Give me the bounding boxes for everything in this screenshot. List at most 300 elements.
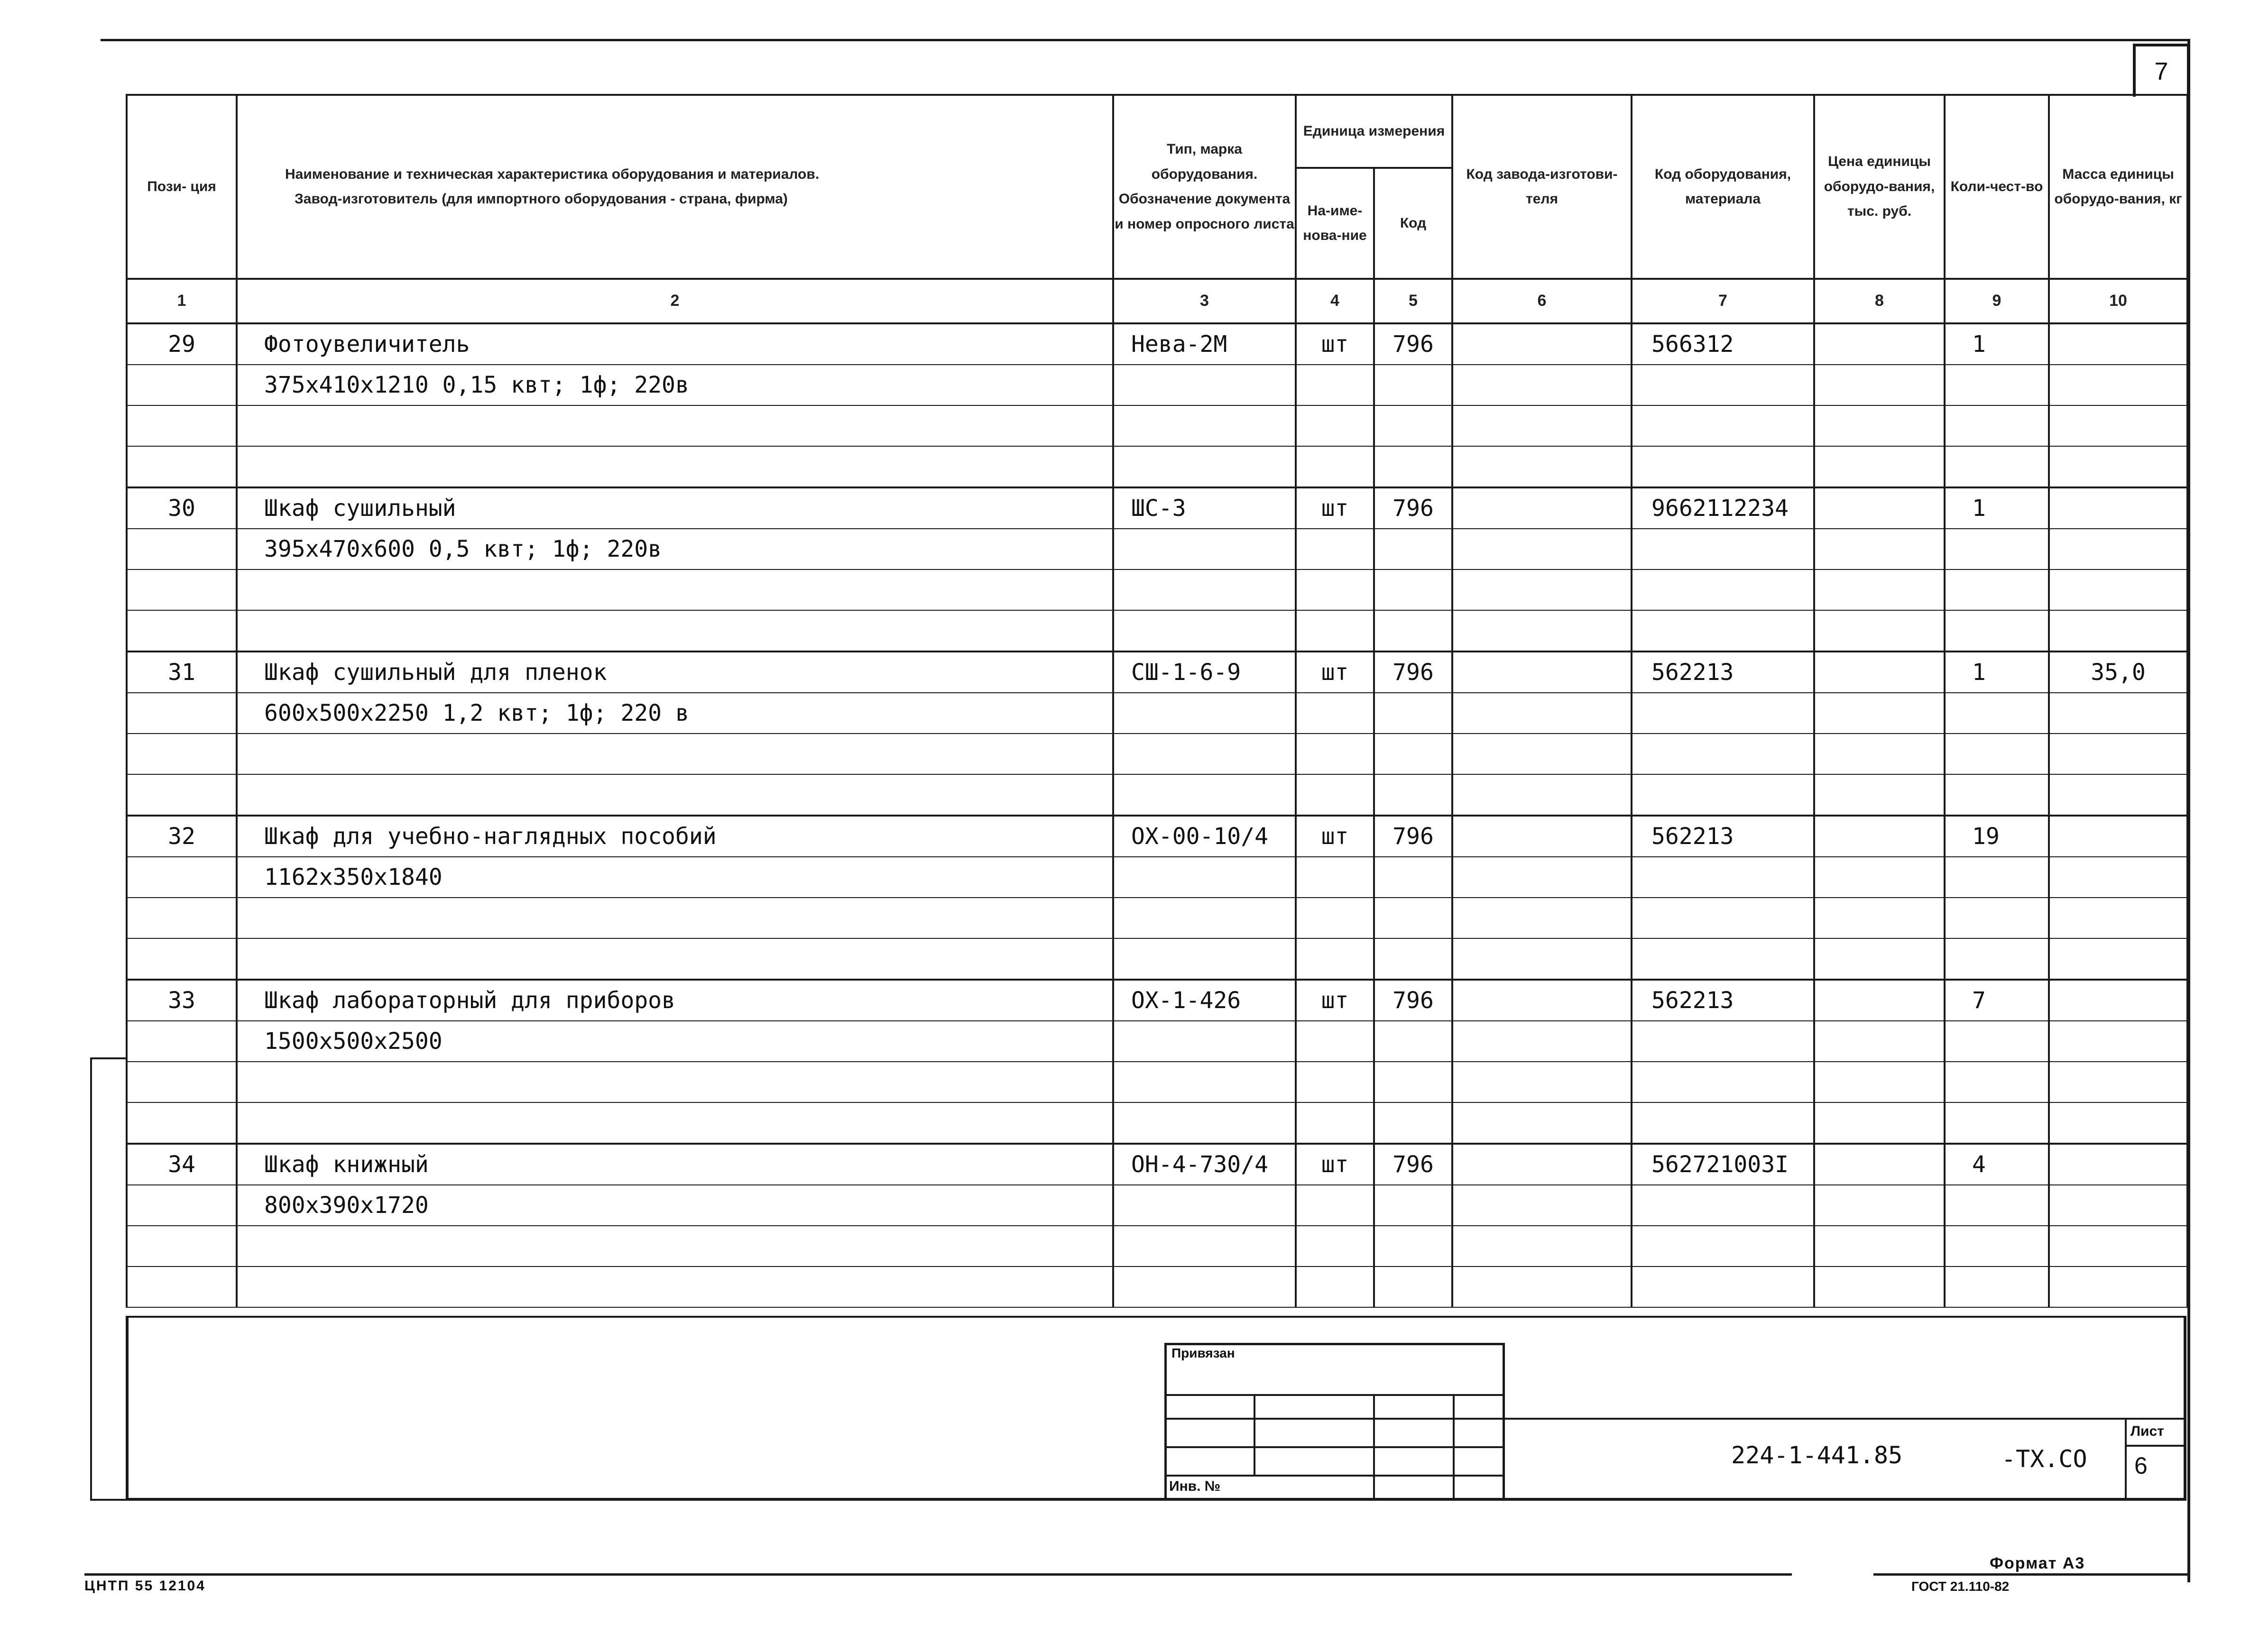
- cell-name: [237, 1226, 1113, 1267]
- cell-qty: [1945, 529, 2049, 569]
- cell-unit: [1296, 1062, 1374, 1102]
- cell-pos: 29: [127, 323, 237, 365]
- cell-mat: 562213: [1632, 980, 1814, 1021]
- cell-pos: [127, 938, 237, 980]
- cell-qty: [1945, 898, 2049, 938]
- cell-mat: [1632, 898, 1814, 938]
- cell-qty: [1945, 1062, 2049, 1102]
- table-row-continuation: [127, 1021, 2187, 1062]
- cell-mat: [1632, 774, 1814, 816]
- cell-type: [1113, 938, 1296, 980]
- cell-code: [1374, 857, 1452, 898]
- header-mass: Масса единицы оборудо-вания, кг: [2049, 95, 2187, 279]
- cell-qty: [1945, 569, 2049, 610]
- cell-name: Шкаф книжный: [237, 1144, 1113, 1185]
- cell-name: [237, 938, 1113, 980]
- cell-pos: [127, 774, 237, 816]
- cell-code: [1374, 446, 1452, 487]
- cell-pos: [127, 857, 237, 898]
- cell-unit: шт: [1296, 816, 1374, 857]
- cell-type: [1113, 610, 1296, 652]
- cell-plant: [1452, 816, 1632, 857]
- cell-mass: [2049, 857, 2187, 898]
- item-rows: [127, 323, 2187, 1307]
- cell-mat: 562213: [1632, 816, 1814, 857]
- column-number-row: [127, 279, 2187, 323]
- cell-name: Шкаф для учебно-наглядных пособий: [237, 816, 1113, 857]
- cell-pos: 30: [127, 487, 237, 529]
- cell-unit: [1296, 529, 1374, 569]
- cell-mass: [2049, 1021, 2187, 1062]
- cell-code: 796: [1374, 652, 1452, 693]
- cell-mat: [1632, 1102, 1814, 1144]
- cell-price: [1814, 323, 1945, 365]
- cell-code: [1374, 405, 1452, 446]
- cell-unit: [1296, 610, 1374, 652]
- cell-qty: 1: [1945, 323, 2049, 365]
- title-block-sheet-divider: [2125, 1418, 2127, 1501]
- cell-unit: [1296, 898, 1374, 938]
- cell-unit: [1296, 446, 1374, 487]
- table-row-continuation: [127, 693, 2187, 734]
- cell-qty: [1945, 1021, 2049, 1062]
- table-row: [127, 652, 2187, 693]
- cell-plant: [1452, 857, 1632, 898]
- cell-mass: [2049, 980, 2187, 1021]
- cell-name: [237, 898, 1113, 938]
- cell-mat: 9662112234: [1632, 487, 1814, 529]
- cell-mass: [2049, 323, 2187, 365]
- table-row: [127, 816, 2187, 857]
- cell-plant: [1452, 1144, 1632, 1185]
- cell-mat: 562721003I: [1632, 1144, 1814, 1185]
- sheet-number: 6: [2134, 1452, 2148, 1479]
- cell-pos: [127, 1185, 237, 1226]
- table-row-continuation: [127, 365, 2187, 405]
- cell-plant: [1452, 1062, 1632, 1102]
- table-row: [127, 487, 2187, 529]
- cell-type: [1113, 1102, 1296, 1144]
- cell-name: [237, 446, 1113, 487]
- cell-name: Шкаф сушильный: [237, 487, 1113, 529]
- cell-plant: [1452, 1021, 1632, 1062]
- table-row-continuation: [127, 1102, 2187, 1144]
- cell-name: 1162x350x1840: [237, 857, 1113, 898]
- cell-qty: [1945, 938, 2049, 980]
- table-row-continuation: [127, 1226, 2187, 1267]
- cell-plant: [1452, 1226, 1632, 1267]
- equipment-spec-table: [126, 94, 2188, 1308]
- cell-mass: [2049, 816, 2187, 857]
- cell-mass: [2049, 1226, 2187, 1267]
- table-row-continuation: [127, 898, 2187, 938]
- cell-name: 375x410x1210 0,15 квт; 1ф; 220в: [237, 365, 1113, 405]
- cell-price: [1814, 1267, 1945, 1307]
- cell-code: 796: [1374, 487, 1452, 529]
- cell-price: [1814, 569, 1945, 610]
- cell-pos: [127, 610, 237, 652]
- cell-unit: [1296, 1102, 1374, 1144]
- cell-name: 800x390x1720: [237, 1185, 1113, 1226]
- cell-code: [1374, 529, 1452, 569]
- colnum-6: 6: [1452, 279, 1632, 323]
- cell-type: ОХ-00-10/4: [1113, 816, 1296, 857]
- cell-unit: [1296, 1267, 1374, 1307]
- cell-mass: [2049, 774, 2187, 816]
- cell-qty: 1: [1945, 652, 2049, 693]
- cell-name: [237, 569, 1113, 610]
- header-price: Цена единицы оборудо-вания, тыс. руб.: [1814, 95, 1945, 279]
- cell-pos: 34: [127, 1144, 237, 1185]
- cell-code: [1374, 774, 1452, 816]
- cell-unit: [1296, 1185, 1374, 1226]
- cell-mat: [1632, 1185, 1814, 1226]
- cell-pos: [127, 569, 237, 610]
- cell-price: [1814, 980, 1945, 1021]
- table-row-continuation: [127, 569, 2187, 610]
- cell-code: [1374, 734, 1452, 774]
- sheet-corner-number: 7: [2133, 44, 2190, 97]
- cell-mass: [2049, 446, 2187, 487]
- binding-margin-box: [90, 1057, 126, 1501]
- cell-mass: [2049, 898, 2187, 938]
- table-row-continuation: [127, 610, 2187, 652]
- cell-qty: 7: [1945, 980, 2049, 1021]
- cell-price: [1814, 446, 1945, 487]
- cell-plant: [1452, 610, 1632, 652]
- title-block-code-line: [1505, 1418, 2186, 1420]
- cell-qty: [1945, 405, 2049, 446]
- stamp-col-2: [1373, 1394, 1375, 1501]
- cell-plant: [1452, 980, 1632, 1021]
- cell-mass: [2049, 938, 2187, 980]
- table-row: [127, 323, 2187, 365]
- cell-type: [1113, 529, 1296, 569]
- cell-plant: [1452, 323, 1632, 365]
- cell-qty: [1945, 1185, 2049, 1226]
- cell-mat: [1632, 693, 1814, 734]
- cell-price: [1814, 857, 1945, 898]
- header-name: [237, 95, 1113, 279]
- sheet-label: Лист: [2130, 1423, 2164, 1439]
- cell-plant: [1452, 734, 1632, 774]
- cell-code: 796: [1374, 323, 1452, 365]
- table-row-continuation: [127, 857, 2187, 898]
- cell-type: [1113, 734, 1296, 774]
- cell-plant: [1452, 1267, 1632, 1307]
- cell-plant: [1452, 1185, 1632, 1226]
- cell-plant: [1452, 774, 1632, 816]
- cell-mat: [1632, 857, 1814, 898]
- cell-mass: [2049, 1102, 2187, 1144]
- frame-bottom-line-right: [1873, 1573, 2190, 1576]
- cell-plant: [1452, 652, 1632, 693]
- cell-mass: [2049, 365, 2187, 405]
- colnum-2: 2: [237, 279, 1113, 323]
- cell-qty: [1945, 610, 2049, 652]
- footer-standard: ГОСТ 21.110-82: [1911, 1579, 2010, 1594]
- colnum-9: 9: [1945, 279, 2049, 323]
- cell-name: 1500x500x2500: [237, 1021, 1113, 1062]
- table-row-continuation: [127, 405, 2187, 446]
- cell-type: [1113, 774, 1296, 816]
- cell-price: [1814, 1021, 1945, 1062]
- cell-pos: [127, 1102, 237, 1144]
- cell-price: [1814, 405, 1945, 446]
- title-block: [126, 1316, 2186, 1501]
- cell-name: Шкаф лабораторный для приборов: [237, 980, 1113, 1021]
- cell-type: Нева-2М: [1113, 323, 1296, 365]
- cell-unit: [1296, 938, 1374, 980]
- cell-qty: [1945, 365, 2049, 405]
- cell-mass: [2049, 610, 2187, 652]
- cell-type: [1113, 1185, 1296, 1226]
- cell-plant: [1452, 365, 1632, 405]
- document-suffix: -ТХ.СО: [2001, 1445, 2087, 1473]
- cell-pos: 33: [127, 980, 237, 1021]
- cell-qty: [1945, 446, 2049, 487]
- cell-plant: [1452, 898, 1632, 938]
- cell-mass: 35,0: [2049, 652, 2187, 693]
- header-type: Тип, марка оборудования. Обозначение документа и номер опросного листа: [1113, 95, 1296, 279]
- cell-qty: [1945, 1267, 2049, 1307]
- document-code: 224-1-441.85: [1731, 1441, 1903, 1469]
- cell-pos: [127, 1062, 237, 1102]
- cell-mass: [2049, 1267, 2187, 1307]
- paper-format-label: Формат А3: [1990, 1554, 2085, 1572]
- inventory-number-label: Инв. №: [1169, 1478, 1221, 1494]
- header-position: Пози- ция: [127, 95, 237, 279]
- cell-code: [1374, 1062, 1452, 1102]
- cell-type: ШС-3: [1113, 487, 1296, 529]
- cell-unit: [1296, 734, 1374, 774]
- cell-price: [1814, 1144, 1945, 1185]
- cell-code: [1374, 569, 1452, 610]
- cell-plant: [1452, 569, 1632, 610]
- cell-unit: [1296, 693, 1374, 734]
- cell-mat: [1632, 938, 1814, 980]
- colnum-7: 7: [1632, 279, 1814, 323]
- cell-qty: 19: [1945, 816, 2049, 857]
- table-row-continuation: [127, 1185, 2187, 1226]
- frame-bottom-line-left: [84, 1573, 1792, 1576]
- cell-mass: [2049, 693, 2187, 734]
- cell-pos: [127, 529, 237, 569]
- table-row: [127, 1144, 2187, 1185]
- cell-type: [1113, 693, 1296, 734]
- header-plant-code: Код завода-изготови-теля: [1452, 95, 1632, 279]
- cell-mat: [1632, 1021, 1814, 1062]
- cell-type: [1113, 898, 1296, 938]
- cell-type: [1113, 405, 1296, 446]
- cell-mat: [1632, 1267, 1814, 1307]
- cell-mat: [1632, 446, 1814, 487]
- cell-price: [1814, 1102, 1945, 1144]
- table-row-continuation: [127, 446, 2187, 487]
- colnum-3: 3: [1113, 279, 1296, 323]
- cell-mass: [2049, 734, 2187, 774]
- stamp-col-3: [1453, 1394, 1455, 1501]
- cell-mat: [1632, 734, 1814, 774]
- cell-mat: [1632, 365, 1814, 405]
- cell-code: [1374, 1185, 1452, 1226]
- cell-mat: [1632, 569, 1814, 610]
- table-row-continuation: [127, 774, 2187, 816]
- colnum-5: 5: [1374, 279, 1452, 323]
- cell-qty: [1945, 693, 2049, 734]
- cell-type: ОХ-1-426: [1113, 980, 1296, 1021]
- cell-type: [1113, 569, 1296, 610]
- cell-name: [237, 405, 1113, 446]
- cell-mat: 562213: [1632, 652, 1814, 693]
- header-name-line2: Завод-изготовитель (для импортного оборудования - страна, фирма): [295, 191, 788, 207]
- table-row-continuation: [127, 1062, 2187, 1102]
- cell-pos: [127, 1267, 237, 1307]
- header-unit-name: На-име-нова-ние: [1296, 168, 1374, 279]
- header-row-top: [127, 95, 2187, 168]
- cell-code: 796: [1374, 816, 1452, 857]
- cell-code: [1374, 898, 1452, 938]
- table-row-continuation: [127, 1267, 2187, 1307]
- table-row-continuation: [127, 529, 2187, 569]
- cell-type: [1113, 365, 1296, 405]
- cell-unit: [1296, 774, 1374, 816]
- cell-unit: [1296, 405, 1374, 446]
- cell-code: [1374, 938, 1452, 980]
- cell-unit: шт: [1296, 1144, 1374, 1185]
- cell-mat: [1632, 610, 1814, 652]
- cell-unit: [1296, 857, 1374, 898]
- cell-mass: [2049, 1144, 2187, 1185]
- frame-top-line: [101, 39, 2187, 41]
- cell-unit: [1296, 569, 1374, 610]
- cell-qty: [1945, 1226, 2049, 1267]
- colnum-8: 8: [1814, 279, 1945, 323]
- cell-name: [237, 610, 1113, 652]
- cell-code: [1374, 1267, 1452, 1307]
- cell-price: [1814, 610, 1945, 652]
- cell-qty: 4: [1945, 1144, 2049, 1185]
- cell-name: [237, 1267, 1113, 1307]
- cell-plant: [1452, 693, 1632, 734]
- cell-plant: [1452, 529, 1632, 569]
- cell-unit: [1296, 1021, 1374, 1062]
- cell-mass: [2049, 569, 2187, 610]
- cell-price: [1814, 816, 1945, 857]
- cell-code: 796: [1374, 1144, 1452, 1185]
- cell-mat: 566312: [1632, 323, 1814, 365]
- cell-name: [237, 1102, 1113, 1144]
- cell-plant: [1452, 1102, 1632, 1144]
- cell-type: ОН-4-730/4: [1113, 1144, 1296, 1185]
- cell-plant: [1452, 446, 1632, 487]
- cell-qty: [1945, 774, 2049, 816]
- cell-mat: [1632, 1226, 1814, 1267]
- header-unit-group: Единица измерения: [1296, 95, 1452, 168]
- cell-plant: [1452, 487, 1632, 529]
- cell-qty: [1945, 1102, 2049, 1144]
- cell-mat: [1632, 529, 1814, 569]
- colnum-10: 10: [2049, 279, 2187, 323]
- cell-price: [1814, 693, 1945, 734]
- cell-name: [237, 1062, 1113, 1102]
- cell-unit: шт: [1296, 487, 1374, 529]
- cell-code: 796: [1374, 980, 1452, 1021]
- cell-type: [1113, 1021, 1296, 1062]
- cell-price: [1814, 365, 1945, 405]
- cell-name: [237, 734, 1113, 774]
- cell-mass: [2049, 1185, 2187, 1226]
- cell-qty: 1: [1945, 487, 2049, 529]
- cell-type: [1113, 1226, 1296, 1267]
- cell-price: [1814, 652, 1945, 693]
- cell-plant: [1452, 938, 1632, 980]
- cell-name: Шкаф сушильный для пленок: [237, 652, 1113, 693]
- colnum-4: 4: [1296, 279, 1374, 323]
- cell-plant: [1452, 405, 1632, 446]
- cell-code: [1374, 365, 1452, 405]
- cell-code: [1374, 1021, 1452, 1062]
- stamp-col-1: [1254, 1394, 1255, 1475]
- cell-qty: [1945, 857, 2049, 898]
- stamp-label: Привязан: [1171, 1346, 1235, 1360]
- footer-org-code: ЦНТП 55 12104: [84, 1578, 206, 1594]
- cell-mass: [2049, 487, 2187, 529]
- cell-type: СШ-1-6-9: [1113, 652, 1296, 693]
- cell-price: [1814, 529, 1945, 569]
- cell-price: [1814, 734, 1945, 774]
- cell-code: [1374, 1226, 1452, 1267]
- cell-mass: [2049, 405, 2187, 446]
- cell-unit: шт: [1296, 323, 1374, 365]
- cell-pos: [127, 365, 237, 405]
- cell-price: [1814, 898, 1945, 938]
- cell-code: [1374, 1102, 1452, 1144]
- cell-pos: [127, 898, 237, 938]
- table-row-continuation: [127, 734, 2187, 774]
- cell-pos: [127, 693, 237, 734]
- cell-pos: 32: [127, 816, 237, 857]
- cell-unit: [1296, 1226, 1374, 1267]
- cell-mat: [1632, 1062, 1814, 1102]
- cell-name: 600x500x2250 1,2 квт; 1ф; 220 в: [237, 693, 1113, 734]
- cell-name: Фотоувеличитель: [237, 323, 1113, 365]
- cell-name: [237, 774, 1113, 816]
- cell-pos: 31: [127, 652, 237, 693]
- table-row: [127, 980, 2187, 1021]
- cell-pos: [127, 1226, 237, 1267]
- header-name-line1: Наименование и техническая характеристика оборудования и материалов.: [285, 166, 820, 182]
- cell-price: [1814, 774, 1945, 816]
- cell-name: 395x470x600 0,5 квт; 1ф; 220в: [237, 529, 1113, 569]
- cell-type: [1113, 1267, 1296, 1307]
- cell-unit: [1296, 365, 1374, 405]
- cell-mat: [1632, 405, 1814, 446]
- cell-code: [1374, 693, 1452, 734]
- title-block-sheet-line: [2125, 1445, 2186, 1447]
- cell-unit: шт: [1296, 652, 1374, 693]
- cell-type: [1113, 446, 1296, 487]
- cell-type: [1113, 857, 1296, 898]
- cell-unit: шт: [1296, 980, 1374, 1021]
- cell-mass: [2049, 1062, 2187, 1102]
- header-unit-code: Код: [1374, 168, 1452, 279]
- header-quantity: Коли-чест-во: [1945, 95, 2049, 279]
- cell-price: [1814, 1185, 1945, 1226]
- cell-pos: [127, 734, 237, 774]
- header-material-code: Код оборудования, материала: [1632, 95, 1814, 279]
- cell-price: [1814, 938, 1945, 980]
